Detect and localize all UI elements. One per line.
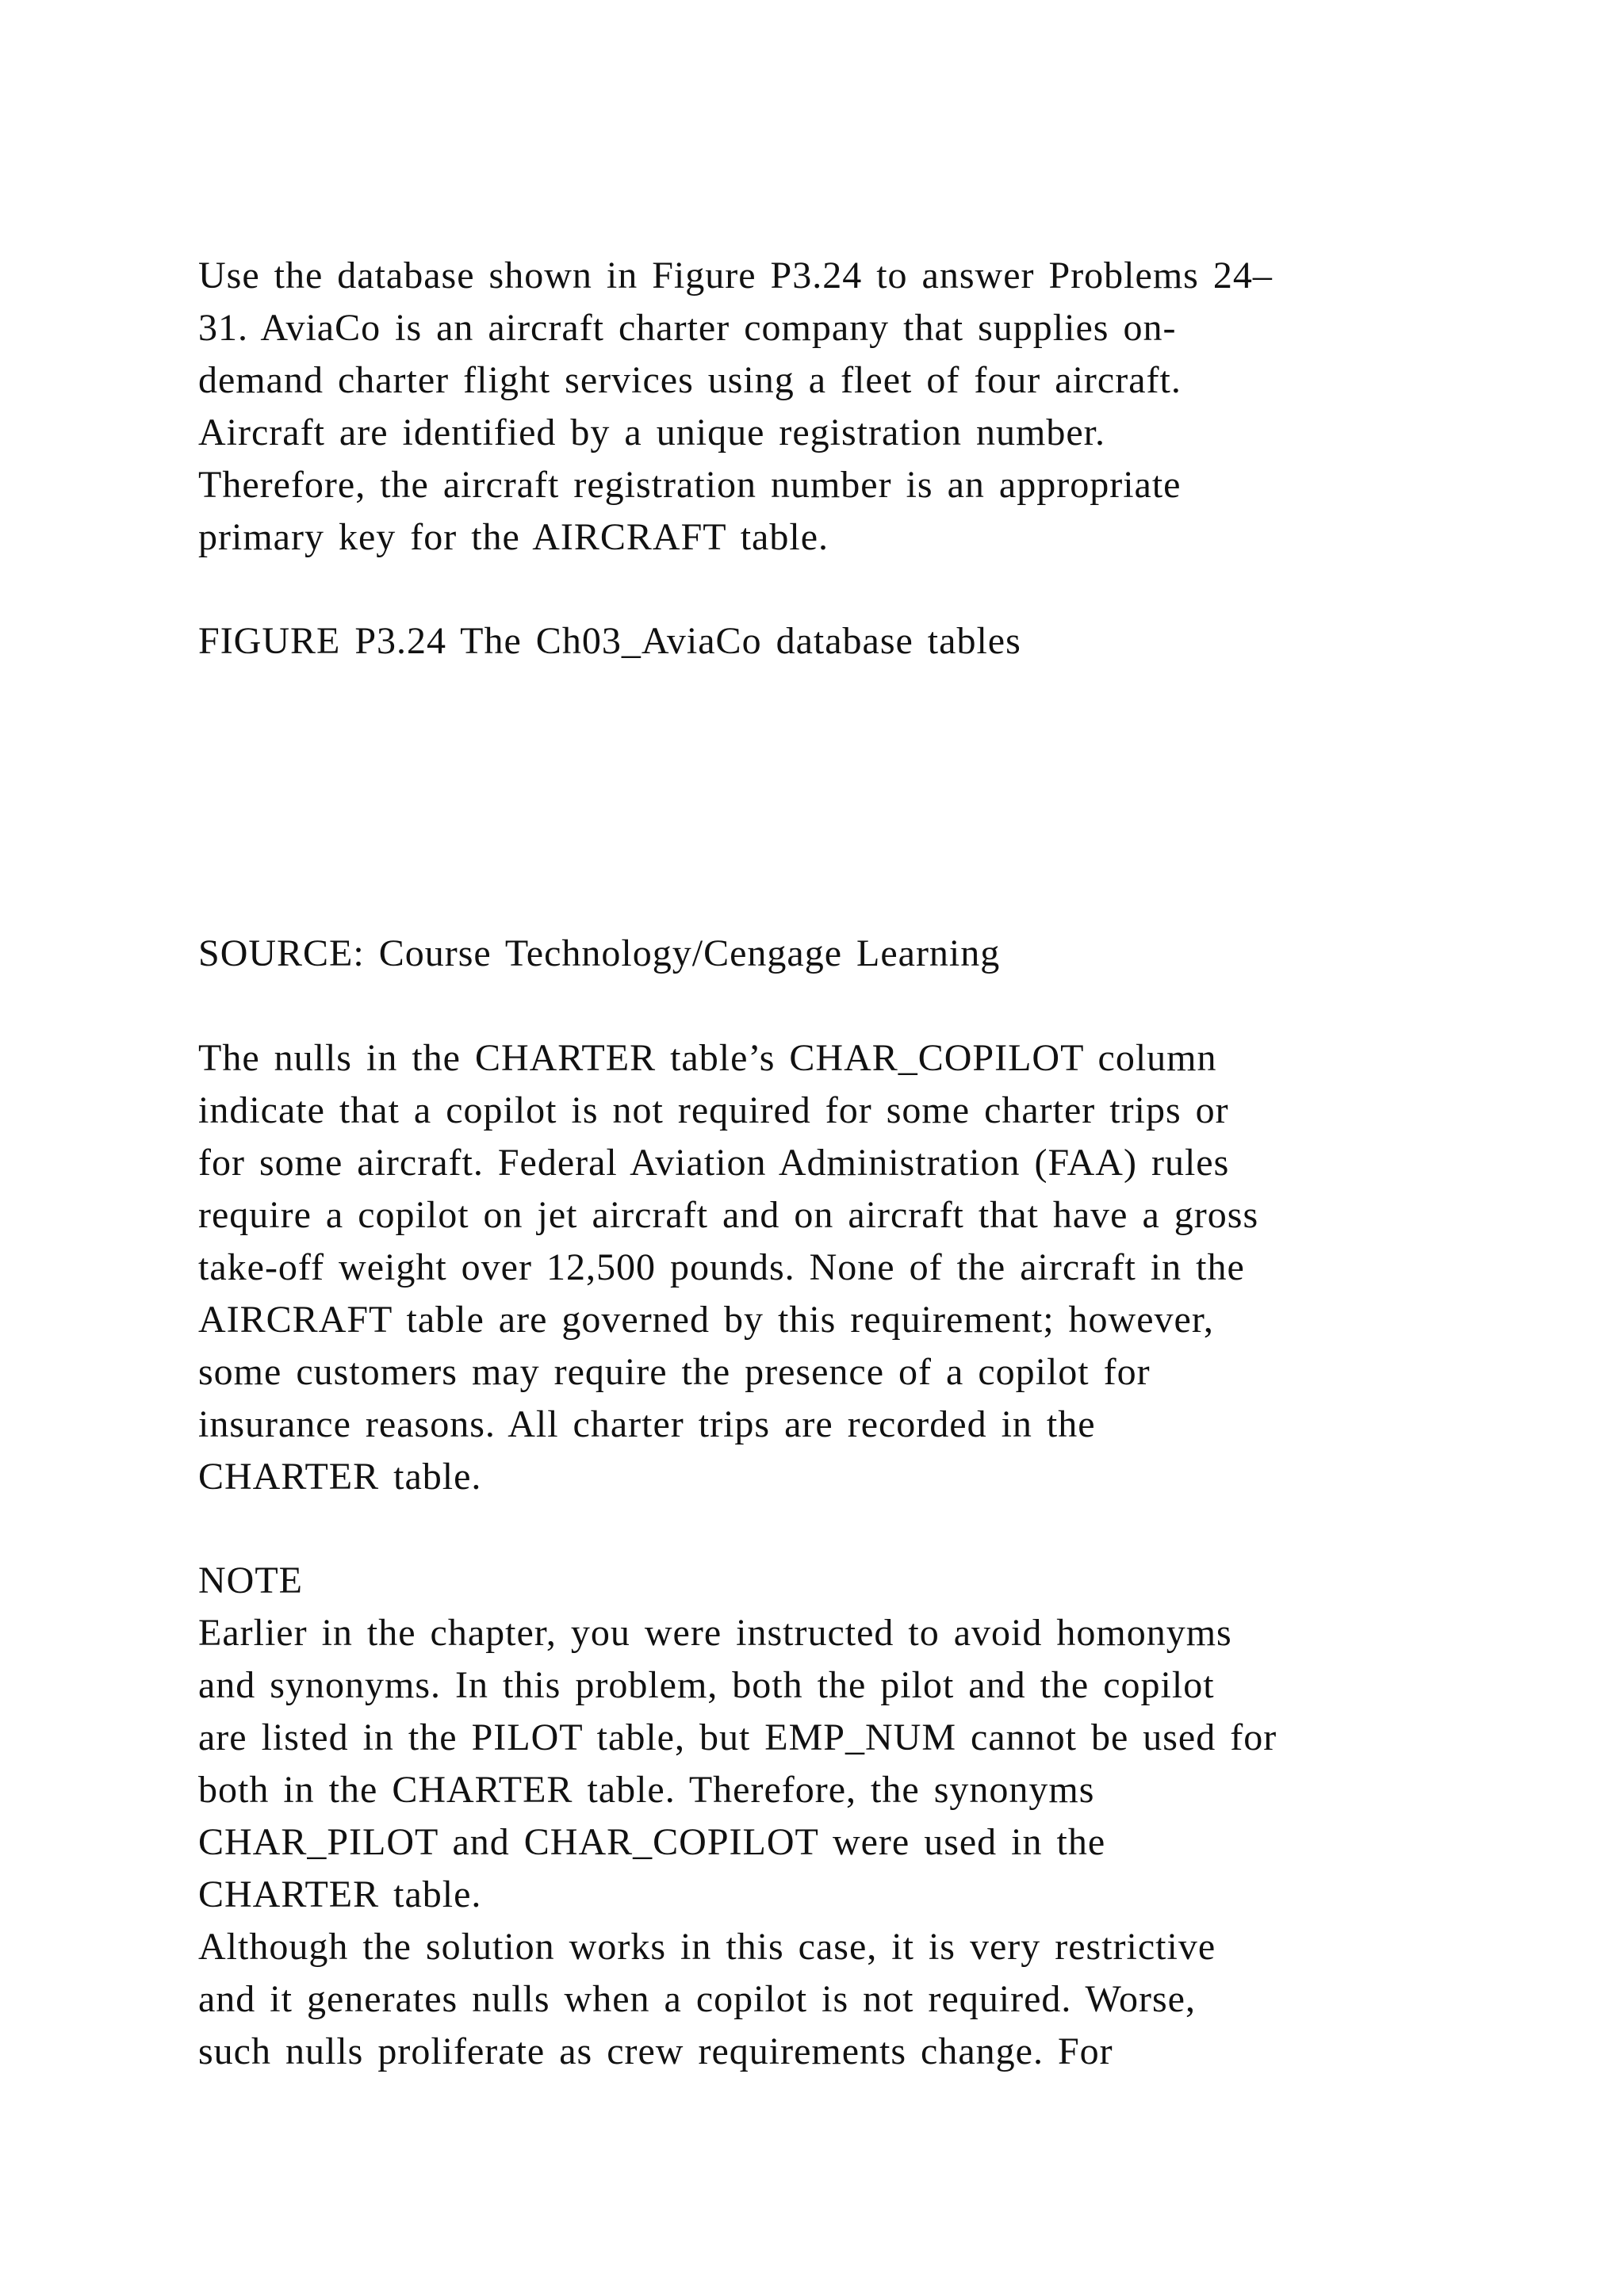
source-text: SOURCE: Course Technology/Cengage Learning: [198, 932, 1001, 974]
note-line-5: CHAR_PILOT and CHAR_COPILOT were used in the: [198, 1821, 1106, 1863]
note-line-4: both in the CHARTER table. Therefore, the synonyms: [198, 1769, 1095, 1811]
note-line-2: and synonyms. In this problem, both the pilot and the copilot: [198, 1664, 1215, 1706]
nulls-line-4: require a copilot on jet aircraft and on aircraft that have a gross: [198, 1194, 1259, 1236]
nulls-line-7: some customers may require the presence of a copilot for: [198, 1351, 1151, 1393]
note-line-1: Earlier in the chapter, you were instructed to avoid homonyms: [198, 1612, 1232, 1654]
nulls-line-8: insurance reasons. All charter trips are recorded in the: [198, 1403, 1096, 1445]
figure-caption-text: FIGURE P3.24 The Ch03_AviaCo database tables: [198, 620, 1021, 662]
note-line-9: such nulls proliferate as crew requirements change. For: [198, 2030, 1113, 2072]
intro-line-2: 31. AviaCo is an aircraft charter company that supplies on-: [198, 307, 1177, 349]
intro-line-3: demand charter flight services using a fleet of four aircraft.: [198, 359, 1182, 401]
intro-line-6: primary key for the AIRCRAFT table.: [198, 516, 829, 558]
intro-line-1: Use the database shown in Figure P3.24 to answer Problems 24–: [198, 254, 1273, 297]
nulls-line-6: AIRCRAFT table are governed by this requirement; however,: [198, 1299, 1214, 1341]
nulls-line-1: The nulls in the CHARTER table’s CHAR_COPILOT column: [198, 1037, 1217, 1079]
note-line-8: and it generates nulls when a copilot is not required. Worse,: [198, 1978, 1196, 2020]
nulls-line-3: for some aircraft. Federal Aviation Administration (FAA) rules: [198, 1142, 1230, 1184]
note-line-6: CHARTER table.: [198, 1873, 482, 1915]
figure-caption: [198, 615, 1021, 668]
nulls-line-9: CHARTER table.: [198, 1456, 482, 1498]
note-section: [198, 1555, 1277, 2078]
note-heading: NOTE: [198, 1559, 303, 1601]
nulls-line-2: indicate that a copilot is not required for some charter trips or: [198, 1089, 1229, 1131]
intro-paragraph: [198, 250, 1273, 564]
note-line-3: are listed in the PILOT table, but EMP_NUM cannot be used for: [198, 1716, 1277, 1758]
intro-line-5: Therefore, the aircraft registration number is an appropriate: [198, 464, 1182, 506]
source-line: [198, 928, 1000, 980]
intro-line-4: Aircraft are identified by a unique registration number.: [198, 411, 1105, 453]
nulls-line-5: take-off weight over 12,500 pounds. None of the aircraft in the: [198, 1246, 1245, 1288]
nulls-paragraph: [198, 1032, 1258, 1503]
note-line-7: Although the solution works in this case, it is very restrictive: [198, 1926, 1216, 1968]
